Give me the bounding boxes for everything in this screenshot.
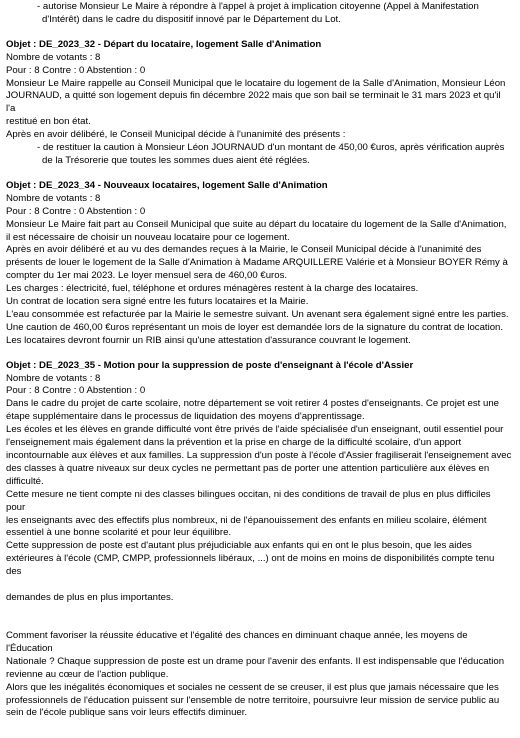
text-line: l'enseignement mais également dans la prévention et la prise en charge de la difficulté scolaire, d'un apport bbox=[6, 437, 462, 449]
votants-count: Nombre de votants : 8 bbox=[6, 372, 101, 384]
vote-results: Pour : 8 Contre : 0 Abstention : 0 bbox=[6, 205, 146, 217]
paragraph bbox=[6, 630, 512, 682]
paragraph bbox=[6, 489, 512, 541]
paragraph bbox=[6, 540, 512, 579]
paragraph bbox=[6, 398, 512, 424]
text-line: difficulté. bbox=[6, 475, 44, 487]
text-line: sein de l'école publique sans voir leurs effectifs diminuer. bbox=[6, 707, 248, 719]
paragraph bbox=[6, 219, 512, 245]
text-line: essentiel à une bonne scolarité et pour leur équilibre. bbox=[6, 527, 232, 539]
section-de-2023-35 bbox=[6, 360, 512, 721]
intro-line-1: - autorise Monsieur Le Maire à répondre à l'appel à projet à implication citoyenne (Appel à Manifestation bbox=[37, 1, 479, 12]
paragraph bbox=[6, 78, 512, 130]
paragraph: Après en avoir délibéré, le Conseil Municipal décide à l'unanimité des présents : bbox=[6, 129, 346, 141]
text-line: compter du 1er mai 2023. Le loyer mensuel sera de 460,00 €uros. bbox=[6, 270, 288, 282]
spacer bbox=[6, 605, 512, 630]
text-line: professionnels de l'éducation puissent sur l'ensemble de notre territoire, poursuivre leur mission de service public au bbox=[6, 694, 500, 706]
intro-block bbox=[6, 1, 512, 27]
text-line: Monsieur Le Maire rappelle au Conseil Municipal que le locataire du logement de la Salle d'Animation, Monsieur Léon bbox=[6, 77, 506, 89]
section-title: Objet : DE_2023_34 - Nouveaux locataires, logement Salle d'Animation bbox=[6, 179, 328, 191]
text-line: Nationale ? Chaque suppression de poste est un drame pour l'avenir des enfants. Il est indispensable que l'éducation bbox=[6, 655, 505, 667]
text-line: des classes à quatre niveaux sur deux cycles ne permettant pas de porter une attention particulière aux élèves en bbox=[6, 462, 490, 474]
spacer bbox=[6, 579, 512, 592]
text-line: restitué en bon état. bbox=[6, 116, 91, 128]
text-line: les enseignants avec des effectifs plus nombreux, ni de l'épanouissement des enfants en milieu scolaire, élément bbox=[6, 514, 487, 526]
text-line: présents de louer le logement de la Salle d'Animation à Madame ARQUILLERE Valérie et à Monsieur BOYER Rémy à bbox=[6, 257, 508, 269]
text-line: - de restituer la caution à Monsieur Léon JOURNAUD d'un montant de 450,00 €uros, après vérification auprès bbox=[37, 142, 505, 154]
paragraph bbox=[6, 424, 512, 489]
intro-dash-item bbox=[37, 1, 512, 27]
section-title: Objet : DE_2023_35 - Motion pour la suppression de poste d'enseignant à l'école d'Assier bbox=[6, 359, 414, 371]
paragraph: L'eau consommée est refacturée par la Mairie le semestre suivant. Un avenant sera également signé entre les parties. bbox=[6, 308, 509, 320]
section-de-2023-34 bbox=[6, 180, 512, 348]
vote-results: Pour : 8 Contre : 0 Abstention : 0 bbox=[6, 385, 146, 397]
dash-item bbox=[37, 142, 512, 168]
paragraph: Les charges : électricité, fuel, téléphone et ordures ménagères restent à la charge des locataires. bbox=[6, 283, 419, 295]
text-line: Monsieur Le Maire fait part au Conseil Municipal que suite au départ du locataire du logement de la Salle d'Animation, bbox=[6, 218, 507, 230]
paragraph: Les locataires devront fournir un RIB ainsi qu'une attestation d'assurance couvrant le logement. bbox=[6, 334, 411, 346]
text-line: il est nécessaire de choisir un nouveau locataire pour ce logement. bbox=[6, 231, 290, 243]
text-line: extérieures à l'école (CMP, CMPP, professionnels libéraux, ...) ont de moins en moins de disponibilités compte tenu des bbox=[6, 553, 495, 578]
text-line: étape supplémentaire dans le processus de liquidation des moyens d'apprentissage. bbox=[6, 411, 365, 423]
intro-line-2: d'Intérêt) dans le cadre du dispositif innové par le Département du Lot. bbox=[42, 13, 341, 25]
paragraph bbox=[6, 244, 512, 283]
text-line: Les écoles et les élèves en grande difficulté vont être privés de l'aide spécialisée d'un enseignant, outil essentiel pour bbox=[6, 424, 504, 436]
text-line: Cette suppression de poste est d'autant plus préjudiciable aux enfants qui en ont le plus besoin, que les aides bbox=[6, 540, 472, 552]
vote-results: Pour : 8 Contre : 0 Abstention : 0 bbox=[6, 64, 146, 76]
text-line: de la Trésorerie que toutes les sommes dues aient été réglées. bbox=[42, 154, 310, 166]
paragraph bbox=[6, 682, 512, 721]
votants-count: Nombre de votants : 8 bbox=[6, 192, 101, 204]
text-line: JOURNAUD, a quitté son logement depuis fin décembre 2022 mais que son bail se terminait le 31 mars 2023 et qu'il l'a bbox=[6, 90, 501, 115]
text-line: Dans le cadre du projet de carte scolaire, notre département se voit retirer 4 postes d'enseignants. Ce projet est une bbox=[6, 398, 499, 410]
text-line: Alors que les inégalités économiques et sociales ne cessent de se creuser, il est plus que jamais nécessaire que les bbox=[6, 681, 499, 693]
text-line: revienne au cœur de l'action publique. bbox=[6, 668, 169, 680]
text-line: Cette mesure ne tient compte ni des classes bilingues occitan, ni des conditions de travail de plus en plus difficiles pour bbox=[6, 488, 491, 513]
text-line: Comment favoriser la réussite éducative et l'égalité des chances en diminuant chaque année, les moyens de l'Éducation bbox=[6, 629, 468, 654]
text-line: incontournable aux élèves et aux familles. La suppression d'un poste à l'école d'Assier fragiliserait l'enseignement avec bbox=[6, 450, 512, 461]
votants-count: Nombre de votants : 8 bbox=[6, 51, 101, 63]
paragraph: Un contrat de location sera signé entre les futurs locataires et la Mairie. bbox=[6, 296, 309, 308]
paragraph: Une caution de 460,00 €uros représentant un mois de loyer est demandée lors de la signature du contrat de location. bbox=[6, 321, 504, 333]
section-de-2023-32 bbox=[6, 39, 512, 168]
paragraph: demandes de plus en plus importantes. bbox=[6, 592, 174, 604]
section-title: Objet : DE_2023_32 - Départ du locataire, logement Salle d'Animation bbox=[6, 38, 322, 50]
text-line: Après en avoir délibéré et au vu des demandes reçues à la Mairie, le Conseil Municipal décide à l'unanimité des bbox=[6, 244, 482, 256]
